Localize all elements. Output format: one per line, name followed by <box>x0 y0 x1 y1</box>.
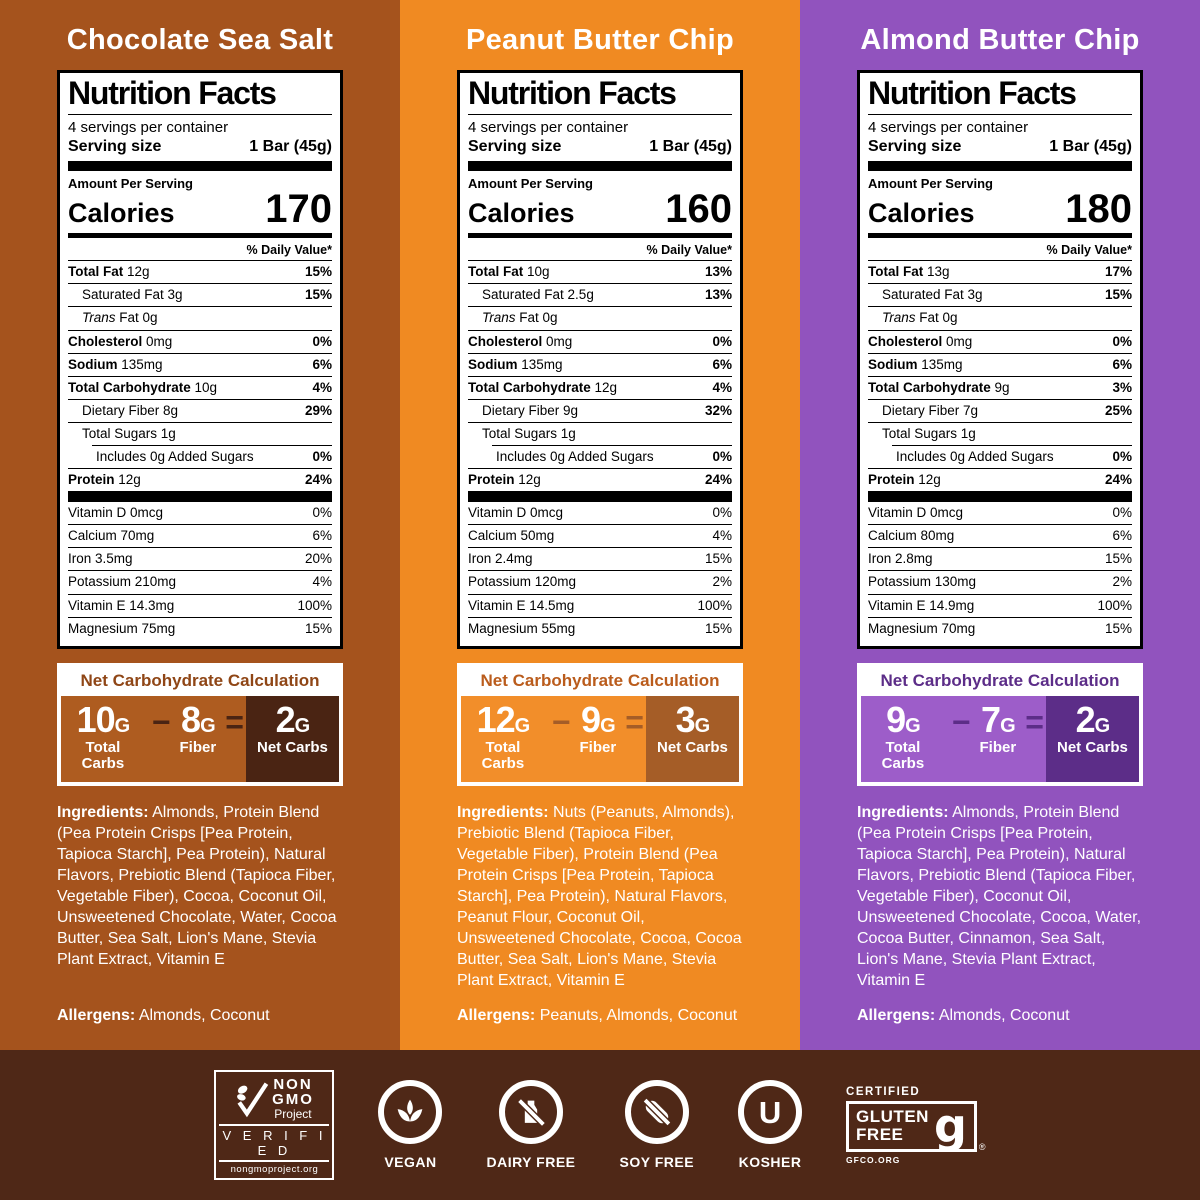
nutrient-rows <box>468 261 732 492</box>
allergens-value: Almonds, Coconut <box>938 1007 1070 1024</box>
nutrient-name: Vitamin E 14.9mg <box>868 597 975 613</box>
net-carb-header: Net Carbohydrate Calculation <box>61 667 339 696</box>
dairy-free-ring <box>499 1080 563 1144</box>
calories-label: Calories <box>468 198 575 228</box>
nutrition-facts-title: Nutrition Facts <box>68 75 332 115</box>
nutrient-name: Vitamin D 0mcg <box>68 504 164 520</box>
nutrient-name: Saturated Fat 3g <box>82 287 183 303</box>
nutrient-row <box>468 354 732 377</box>
net-carb-equation <box>861 696 1139 782</box>
allergens-label: Allergens: <box>57 1007 136 1024</box>
nutrient-name: Potassium 120mg <box>468 574 577 590</box>
serving-size-label: Serving size <box>468 138 562 155</box>
daily-value-percent: 20% <box>304 551 332 567</box>
nutrition-facts-label <box>57 70 343 649</box>
nutrient-name: Trans Fat 0g <box>882 310 958 326</box>
nutrient-name: Saturated Fat 2.5g <box>482 287 594 303</box>
thick-divider <box>468 492 732 502</box>
vitamin-row <box>68 502 332 525</box>
milk-bottle-crossed-icon <box>512 1093 550 1131</box>
net-carbs-result <box>1046 696 1139 782</box>
nutrient-name: Dietary Fiber 7g <box>882 403 979 419</box>
nutrient-row <box>468 400 732 423</box>
daily-value-percent: 15% <box>304 620 332 636</box>
nutrient-name: Total Fat 10g <box>468 264 550 279</box>
total-carbs-label: Total Carbs <box>81 738 125 772</box>
net-carbs-label: Net Carbs <box>257 738 328 756</box>
dairy-free-label: DAIRY FREE <box>486 1154 576 1170</box>
fiber-label: Fiber <box>179 738 217 756</box>
fiber-value: 7G <box>981 699 1015 740</box>
minus-operator: − <box>551 704 571 740</box>
nutrient-name: Magnesium 55mg <box>468 620 576 636</box>
nutrient-name: Iron 2.8mg <box>868 551 933 567</box>
net-carb-header: Net Carbohydrate Calculation <box>861 667 1139 696</box>
daily-value-percent: 24% <box>704 471 732 487</box>
minus-operator: − <box>151 704 171 740</box>
nutrient-row <box>868 377 1132 400</box>
nutrient-row <box>868 354 1132 377</box>
gluten-free-logo <box>846 1098 986 1153</box>
registered-mark: ® <box>978 1141 986 1152</box>
nutrient-name: Saturated Fat 3g <box>882 287 983 303</box>
butterfly-checkmark-icon <box>235 1079 269 1119</box>
nutrient-name: Magnesium 75mg <box>68 620 176 636</box>
daily-value-percent: 15% <box>304 287 332 303</box>
daily-value-percent: 6% <box>312 356 332 372</box>
flavor-title: Peanut Butter Chip <box>465 24 734 56</box>
nutrient-name: Trans Fat 0g <box>482 310 558 326</box>
thick-divider <box>68 492 332 502</box>
nutrient-name: Total Fat 12g <box>68 264 150 279</box>
soy-free-badge <box>620 1080 695 1170</box>
calories-label: Calories <box>868 198 975 228</box>
nutrient-name: Cholesterol 0mg <box>68 333 173 349</box>
nutrient-row <box>68 284 332 307</box>
nutrition-facts-label <box>857 70 1143 649</box>
allergens-label: Allergens: <box>457 1007 536 1024</box>
daily-value-percent: 13% <box>704 287 732 303</box>
nutrient-name: Calcium 70mg <box>68 528 155 544</box>
daily-value-percent: 13% <box>704 264 732 279</box>
nutrient-row <box>468 377 732 400</box>
nutrient-name: Iron 3.5mg <box>68 551 133 567</box>
daily-value-percent: 4% <box>312 379 332 395</box>
nutrient-row <box>468 284 732 307</box>
daily-value-percent: 24% <box>304 471 332 487</box>
non-gmo-url: nongmoproject.org <box>230 1164 319 1176</box>
daily-value-percent: 4% <box>712 528 732 544</box>
daily-value-percent: 0% <box>712 333 732 349</box>
vitamin-row <box>468 618 732 640</box>
serving-size-row <box>868 136 1132 161</box>
nutrient-rows <box>868 261 1132 492</box>
vegan-badge <box>378 1080 442 1170</box>
serving-size-row <box>68 136 332 161</box>
net-carb-equation <box>61 696 339 782</box>
nutrient-name: Total Carbohydrate 10g <box>68 379 218 395</box>
servings-per-container: 4 servings per container <box>468 119 629 136</box>
nutrient-name: Total Sugars 1g <box>882 426 976 442</box>
calories-row <box>868 187 1132 231</box>
net-carbs-value: 2G <box>1075 699 1110 740</box>
nutrient-row <box>468 307 732 330</box>
daily-value-percent: 15% <box>704 620 732 636</box>
nutrient-row <box>868 307 1132 330</box>
nutrient-row <box>468 469 732 492</box>
daily-value-header: % Daily Value* <box>868 238 1132 261</box>
ingredients-text <box>800 803 1200 992</box>
daily-value-percent: 2% <box>712 574 732 590</box>
net-carbs-label: Net Carbs <box>1057 738 1128 756</box>
ingredients-label: Ingredients: <box>57 803 149 821</box>
total-carbs-label: Total Carbs <box>481 738 525 772</box>
nutrient-row <box>68 307 332 330</box>
vitamin-row <box>68 618 332 640</box>
nutrition-facts-title: Nutrition Facts <box>868 75 1132 115</box>
nutrient-row <box>868 469 1132 492</box>
calories-row <box>468 187 732 231</box>
free-word: FREE <box>856 1124 904 1144</box>
net-carb-left <box>461 696 646 782</box>
nutrient-row <box>468 423 732 445</box>
kosher-ring <box>738 1080 802 1144</box>
daily-value-percent: 6% <box>1112 528 1132 544</box>
net-carb-module <box>457 663 743 786</box>
kosher-badge <box>738 1080 802 1170</box>
soybean-crossed-icon <box>638 1093 676 1131</box>
daily-value-percent: 6% <box>312 528 332 544</box>
nutrient-row <box>868 261 1132 284</box>
nutrient-row <box>468 446 732 469</box>
vitamin-row <box>468 595 732 618</box>
gfco-org-label: GFCO.ORG <box>846 1154 901 1165</box>
vitamin-row <box>68 595 332 618</box>
nutrient-name: Includes 0g Added Sugars <box>896 448 1054 464</box>
nutrient-row <box>68 377 332 400</box>
nutrient-name: Total Carbohydrate 12g <box>468 379 618 395</box>
nutrient-name: Includes 0g Added Sugars <box>96 448 254 464</box>
daily-value-percent: 0% <box>1112 504 1132 520</box>
net-carb-module <box>57 663 343 786</box>
non-gmo-line2: GMO <box>272 1091 314 1109</box>
net-carb-header: Net Carbohydrate Calculation <box>461 667 739 696</box>
nutrient-row <box>68 261 332 284</box>
kosher-u-icon: U <box>758 1094 782 1130</box>
nutrient-name: Magnesium 70mg <box>868 620 976 636</box>
daily-value-percent: 100% <box>1097 597 1132 613</box>
gluten-free-words <box>856 1108 929 1144</box>
daily-value-percent: 6% <box>712 356 732 372</box>
vitamin-row <box>68 548 332 571</box>
nutrient-name: Protein 12g <box>468 471 541 487</box>
vitamin-row <box>468 571 732 594</box>
dairy-free-badge <box>486 1080 575 1170</box>
amount-per-serving-label: Amount Per Serving <box>868 176 993 191</box>
nutrient-name: Cholesterol 0mg <box>468 333 573 349</box>
serving-size-label: Serving size <box>68 138 162 155</box>
nutrient-rows <box>68 261 332 492</box>
nutrient-row <box>868 331 1132 354</box>
nutrient-name: Sodium 135mg <box>68 356 163 372</box>
amount-per-serving-label: Amount Per Serving <box>468 176 593 191</box>
thick-divider <box>868 492 1132 502</box>
nutrient-row <box>68 469 332 492</box>
total-carbs-group <box>463 699 543 772</box>
serving-size-value: 1 Bar (45g) <box>249 138 332 155</box>
net-carbs-label: Net Carbs <box>657 738 728 756</box>
daily-value-percent: 15% <box>304 264 332 279</box>
serving-size-value: 1 Bar (45g) <box>1049 138 1132 155</box>
fiber-label: Fiber <box>979 738 1017 756</box>
gluten-word: GLUTEN <box>856 1106 929 1126</box>
thick-divider <box>868 161 1132 171</box>
vegan-ring <box>378 1080 442 1144</box>
equals-operator: = <box>1025 704 1044 740</box>
nutrient-row <box>868 400 1132 423</box>
fiber-value: 9G <box>581 699 615 740</box>
certifications-footer <box>0 1050 1200 1200</box>
daily-value-percent: 2% <box>1112 574 1132 590</box>
nutrient-name: Total Carbohydrate 9g <box>868 379 1010 395</box>
total-carbs-label: Total Carbs <box>881 738 925 772</box>
nutrient-name: Iron 2.4mg <box>468 551 533 567</box>
non-gmo-line1: NON <box>273 1075 313 1093</box>
soy-free-ring <box>625 1080 689 1144</box>
calories-row <box>68 187 332 231</box>
nutrient-name: Total Sugars 1g <box>482 426 576 442</box>
non-gmo-line3: Project <box>274 1107 312 1122</box>
daily-value-percent: 24% <box>1104 471 1132 487</box>
soy-free-label: SOY FREE <box>619 1154 695 1170</box>
daily-value-percent: 0% <box>312 333 332 349</box>
nutrient-name: Sodium 135mg <box>868 356 963 372</box>
nutrient-name: Potassium 130mg <box>868 574 977 590</box>
nutrient-name: Total Sugars 1g <box>82 426 176 442</box>
nutrient-row <box>68 446 332 469</box>
nutrient-row <box>68 331 332 354</box>
daily-value-percent: 29% <box>304 403 332 419</box>
non-gmo-badge <box>214 1070 334 1181</box>
net-carbs-result <box>646 696 739 782</box>
gluten-free-badge <box>846 1086 985 1165</box>
net-carbs-result <box>246 696 339 782</box>
allergens-text <box>800 1007 1200 1050</box>
net-carbs-value: 2G <box>275 699 310 740</box>
serving-size-label: Serving size <box>868 138 962 155</box>
vitamin-row <box>468 502 732 525</box>
calories-label: Calories <box>68 198 175 228</box>
nutrient-name: Trans Fat 0g <box>82 310 158 326</box>
vitamin-rows <box>468 502 732 640</box>
nutrient-name: Calcium 50mg <box>468 528 555 544</box>
allergens-text <box>400 1007 800 1050</box>
daily-value-percent: 17% <box>1104 264 1132 279</box>
vitamin-row <box>868 571 1132 594</box>
flavor-column <box>0 0 400 1050</box>
verified-label: V E R I F I E D <box>219 1124 329 1162</box>
nutrient-name: Vitamin D 0mcg <box>468 504 564 520</box>
ingredients-text <box>0 803 400 971</box>
fiber-value: 8G <box>181 699 215 740</box>
nutrient-name: Vitamin E 14.5mg <box>468 597 575 613</box>
nutrient-row <box>468 331 732 354</box>
nutrient-row <box>868 446 1132 469</box>
allergens-text <box>0 1007 400 1050</box>
nutrient-row <box>68 400 332 423</box>
nutrient-row <box>468 261 732 284</box>
vitamin-row <box>468 525 732 548</box>
nutrient-name: Sodium 135mg <box>468 356 563 372</box>
certified-label: CERTIFIED <box>846 1085 921 1098</box>
total-carbs-group <box>863 699 943 772</box>
fiber-group <box>179 699 217 772</box>
daily-value-header: % Daily Value* <box>468 238 732 261</box>
net-carbs-value: 3G <box>675 699 710 740</box>
total-carbs-group <box>63 699 143 772</box>
daily-value-percent: 3% <box>1112 379 1132 395</box>
nutrition-facts-label <box>457 70 743 649</box>
nutrient-name: Includes 0g Added Sugars <box>496 448 654 464</box>
ingredients-label: Ingredients: <box>857 803 949 821</box>
vitamin-row <box>868 618 1132 640</box>
minus-operator: − <box>951 704 971 740</box>
kosher-label: KOSHER <box>738 1154 802 1170</box>
daily-value-percent: 0% <box>312 504 332 520</box>
daily-value-percent: 6% <box>1112 356 1132 372</box>
vegan-leaf-icon <box>391 1093 429 1131</box>
vegan-label: VEGAN <box>384 1154 437 1170</box>
fiber-group <box>579 699 617 772</box>
daily-value-percent: 25% <box>1104 403 1132 419</box>
serving-size-row <box>468 136 732 161</box>
equals-operator: = <box>625 704 644 740</box>
non-gmo-wordmark <box>272 1077 314 1122</box>
non-gmo-top <box>233 1075 316 1125</box>
nutrient-name: Dietary Fiber 9g <box>482 403 579 419</box>
flavor-title: Chocolate Sea Salt <box>66 24 334 56</box>
allergens-value: Almonds, Coconut <box>138 1007 270 1024</box>
servings-per-container: 4 servings per container <box>68 119 229 136</box>
total-carbs-value: 10G <box>76 699 130 740</box>
daily-value-header: % Daily Value* <box>68 238 332 261</box>
nutrient-name: Vitamin D 0mcg <box>868 504 964 520</box>
daily-value-percent: 15% <box>1104 620 1132 636</box>
flavor-title: Almond Butter Chip <box>860 24 1140 56</box>
nutrient-name: Protein 12g <box>68 471 141 487</box>
daily-value-percent: 15% <box>1104 551 1132 567</box>
daily-value-percent: 0% <box>1112 448 1132 464</box>
net-carb-left <box>61 696 246 782</box>
vitamin-row <box>868 548 1132 571</box>
vitamin-row <box>868 525 1132 548</box>
vitamin-rows <box>68 502 332 640</box>
total-carbs-value: 9G <box>886 699 920 740</box>
allergens-value: Peanuts, Almonds, Coconut <box>539 1007 738 1024</box>
serving-size-value: 1 Bar (45g) <box>649 138 732 155</box>
servings-per-container: 4 servings per container <box>868 119 1029 136</box>
fiber-label: Fiber <box>579 738 617 756</box>
nutrient-row <box>868 423 1132 445</box>
calories-value: 170 <box>265 187 332 231</box>
flavor-column <box>400 0 800 1050</box>
nutrient-name: Calcium 80mg <box>868 528 955 544</box>
vitamin-row <box>68 525 332 548</box>
nutrient-row <box>868 284 1132 307</box>
fiber-group <box>979 699 1017 772</box>
allergens-label: Allergens: <box>857 1007 936 1024</box>
amount-per-serving-label: Amount Per Serving <box>68 176 193 191</box>
nutrition-facts-title: Nutrition Facts <box>468 75 732 115</box>
ingredients-value: Almonds, Protein Blend (Pea Protein Crisps [Pea Protein, Tapioca Starch], Pea Protein), Natural Flavors, Prebiotic Blend (Tapioca Fiber, Vegetable Fiber), Coconut Oil, Unsweetened Chocolate, Cocoa, Water, Cocoa Butter, Cinnamon, Sea Salt, Lion's Mane, Stevia Plant Extract, Vitamin E <box>857 803 1142 989</box>
thick-divider <box>468 161 732 171</box>
daily-value-percent: 15% <box>1104 287 1132 303</box>
net-carb-equation <box>461 696 739 782</box>
nutrient-name: Cholesterol 0mg <box>868 333 973 349</box>
daily-value-percent: 0% <box>712 504 732 520</box>
gfco-g-icon: g <box>933 1098 967 1153</box>
vitamin-row <box>868 502 1132 525</box>
vitamin-row <box>468 548 732 571</box>
nutrient-name: Total Fat 13g <box>868 264 950 279</box>
nutrient-row <box>68 354 332 377</box>
ingredients-text <box>400 803 800 992</box>
nutrient-name: Dietary Fiber 8g <box>82 403 179 419</box>
ingredients-value: Nuts (Peanuts, Almonds), Prebiotic Blend (Tapioca Fiber, Vegetable Fiber), Protein Blend (Pea Protein Crisps [Pea Protein, Tapioca Starch], Pea Protein), Natural Flavors, Peanut Flour, Coconut Oil, Unsweetened Chocolate, Cocoa, Cocoa Butter, Sea Salt, Lion's Mane, Stevia Plant Extract, Vitamin E <box>457 803 742 989</box>
daily-value-percent: 4% <box>712 379 732 395</box>
daily-value-percent: 100% <box>297 597 332 613</box>
gluten-free-box <box>846 1098 977 1153</box>
daily-value-percent: 4% <box>312 574 332 590</box>
vitamin-rows <box>868 502 1132 640</box>
thick-divider <box>68 161 332 171</box>
net-carb-left <box>861 696 1046 782</box>
daily-value-percent: 32% <box>704 403 732 419</box>
daily-value-percent: 0% <box>1112 333 1132 349</box>
calories-value: 180 <box>1065 187 1132 231</box>
ingredients-label: Ingredients: <box>457 803 549 821</box>
calories-value: 160 <box>665 187 732 231</box>
ingredients-value: Almonds, Protein Blend (Pea Protein Crisps [Pea Protein, Tapioca Starch], Pea Protein), Natural Flavors, Prebiotic Blend (Tapioca Fiber, Vegetable Fiber), Cocoa, Coconut Oil, Unsweetened Chocolate, Water, Cocoa Butter, Sea Salt, Lion's Mane, Stevia Plant Extract, Vitamin E <box>57 803 337 968</box>
daily-value-percent: 0% <box>312 448 332 464</box>
flavor-column <box>800 0 1200 1050</box>
vitamin-row <box>68 571 332 594</box>
daily-value-percent: 0% <box>712 448 732 464</box>
total-carbs-value: 12G <box>476 699 530 740</box>
nutrient-name: Potassium 210mg <box>68 574 177 590</box>
net-carb-module <box>857 663 1143 786</box>
daily-value-percent: 15% <box>704 551 732 567</box>
nutrient-row <box>68 423 332 445</box>
nutrient-name: Protein 12g <box>868 471 941 487</box>
vitamin-row <box>868 595 1132 618</box>
nutrient-name: Vitamin E 14.3mg <box>68 597 175 613</box>
equals-operator: = <box>225 704 244 740</box>
daily-value-percent: 100% <box>697 597 732 613</box>
